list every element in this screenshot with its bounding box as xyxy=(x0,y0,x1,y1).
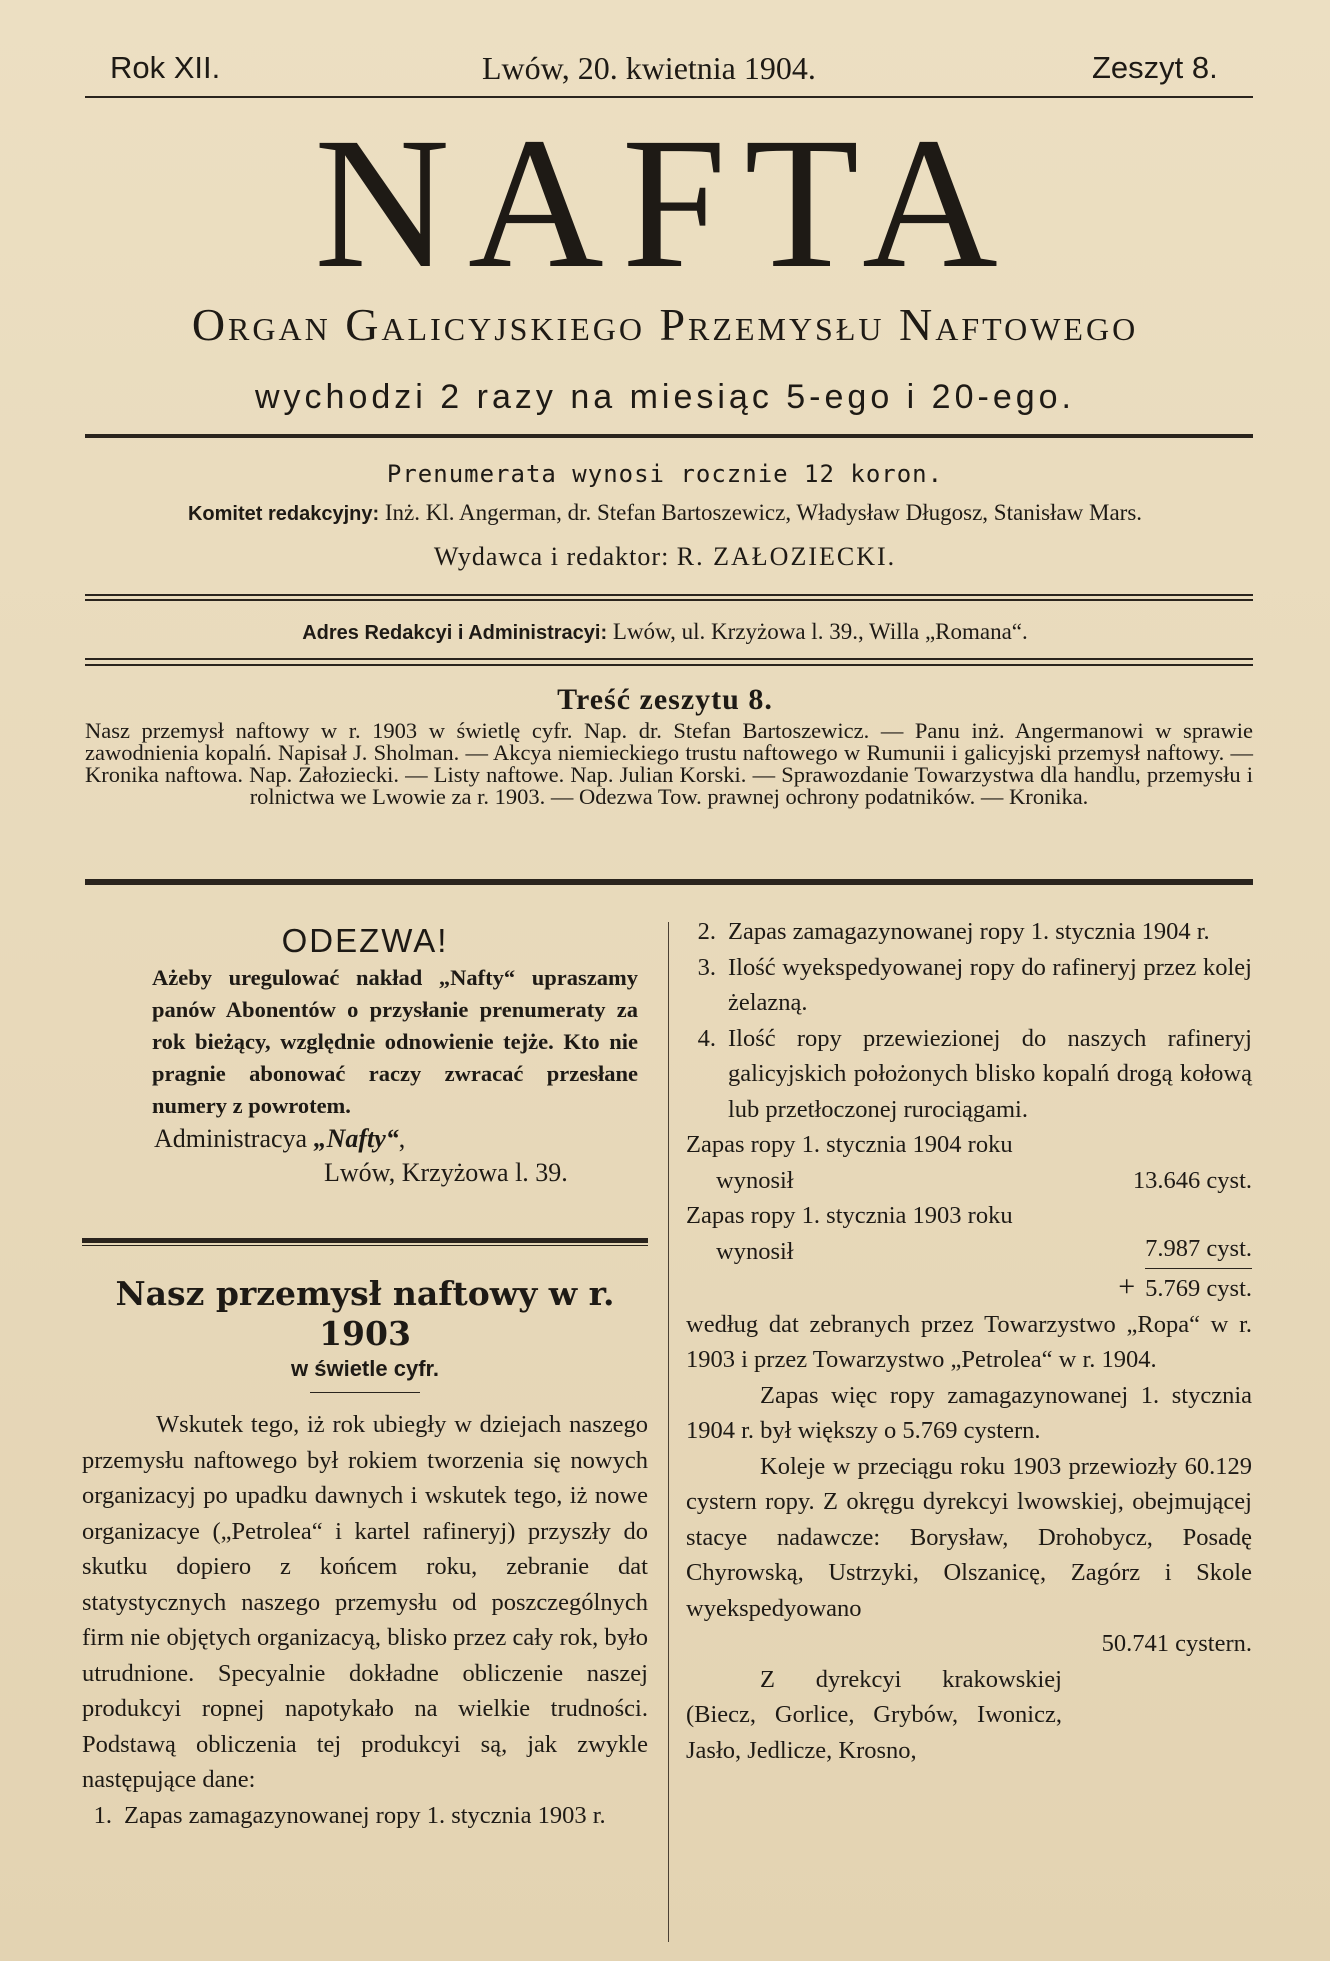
committee-label: Komitet redakcyjny: xyxy=(187,503,380,525)
newspaper-title: NAFTA xyxy=(314,98,1016,307)
stock-1903-label: Zapas ropy 1. stycznia 1903 roku xyxy=(686,1202,1013,1229)
publisher-label: Wydawca i redaktor: xyxy=(433,542,670,571)
list-item: 4. Ilość ropy przewiezionej do naszych rafineryj galicyjskich położonych blisko kopalń drogą kołową lub przetłoczonej rurociągami. xyxy=(697,1024,1252,1123)
issue-label: Zeszyt 8. xyxy=(1092,50,1218,85)
address-text: Lwów, ul. Krzyżowa l. 39., Willa „Romana“. xyxy=(612,619,1028,644)
rail-shipment-value: 50.741 cystern. xyxy=(1101,1630,1252,1657)
toc-text: Nasz przemysł naftowy w r. 1903 w świetlę cyfr. Nap. dr. Stefan Bartoszewicz. — Panu inż. Angermanowi w sprawie zawodnienia kopalń. Napisał J. Sholman. — Akcya niemieckiego trustu naftowego w Rumunii i galicyjski przemysł naftowy. — Kronika naftowa. Nap. Załoziecki. — Listy naftowe. Nap. Julian Korski. — Sprawozdanie Towarzystwa dla handlu, przemysłu i rolnictwa we Lwowie za r. 1903. — Odezwa Tow. prawnej ochrony podatników. — Kronika. xyxy=(85,718,1253,809)
right-column xyxy=(686,914,1252,1768)
appeal-rule xyxy=(82,1238,648,1246)
stock-1904-label: Zapas ropy 1. stycznia 1904 roku xyxy=(686,1131,1013,1158)
publisher-line xyxy=(0,542,1330,572)
newspaper-subtitle: Organ Galicyjskiego Przemysłu Naftowego xyxy=(191,299,1139,350)
volume-label: Rok XII. xyxy=(110,50,221,85)
left-column xyxy=(82,920,648,1833)
article-subtitle: w świetle cyfr. xyxy=(291,1356,439,1381)
appeal-heading: ODEZWA! xyxy=(281,922,449,959)
address-rule xyxy=(85,658,1253,666)
stock-1904-row: wynosił 13.646 cyst. xyxy=(686,1163,1252,1199)
article-title: Nasz przemysł naftowy w r. 1903 xyxy=(115,1274,615,1353)
committee-members: Inż. Kl. Angerman, dr. Stefan Bartoszewicz, Władysław Długosz, Stanisław Mars. xyxy=(384,500,1143,525)
appeal-address: Lwów, Krzyżowa l. 39. xyxy=(324,1158,568,1187)
article-paragraph-2: według dat zebranych przez Towarzystwo „Ropa“ w r. 1903 i przez Towarzystwo „Petrolea“ w r. 1904. xyxy=(686,1310,1252,1373)
stock-1903-value: 7.987 cyst. xyxy=(1145,1234,1252,1270)
masthead-rule xyxy=(85,434,1253,438)
toc-rule xyxy=(85,879,1253,885)
committee-line xyxy=(0,500,1330,526)
article-title-rule xyxy=(310,1392,420,1393)
list-item: 1. Zapas zamagazynowanej ropy 1. stycznia 1903 r. xyxy=(93,1801,606,1829)
stock-1903-row: wynosił 7.987 cyst. xyxy=(686,1234,1252,1270)
address-label: Adres Redakcyi i Administracyi: xyxy=(302,622,608,644)
subscription-info: Prenumerata wynosi rocznie 12 koron. xyxy=(386,460,944,488)
article-paragraph-3: Zapas więc ropy zamagazynowanej 1. stycznia 1904 r. był większy o 5.769 cystern. xyxy=(686,1381,1252,1444)
stock-difference: + 5.769 cyst. xyxy=(1118,1270,1252,1303)
appeal-sign-name: „Nafty“ xyxy=(313,1124,399,1153)
article-paragraph-4: Koleje w przeciągu roku 1903 przewiozły 60.129 cystern ropy. Z okręgu dyrekcyi lwowskiej, obejmującej stacye nadawcze: Borysław, Drohobycz, Posadę Chyrowską, Ustrzyki, Olszanicę, Zagórz i Skole wyekspedyowano xyxy=(686,1452,1252,1622)
article-paragraph-5: Z dyrekcyi krakowskiej (Biecz, Gorlice, Grybów, Iwonicz, Jasło, Jedlicze, Krosno, xyxy=(686,1665,1062,1764)
info-rule xyxy=(85,594,1253,601)
publisher-name: R. ZAŁOZIECKI. xyxy=(676,542,897,571)
list-item: 3. Ilość wyekspedyowanej ropy do rafineryj przez kolej żelazną. xyxy=(697,953,1252,1016)
column-divider xyxy=(668,922,669,1942)
toc-heading: Treść zeszytu 8. xyxy=(557,683,773,716)
place-date: Lwów, 20. kwietnia 1904. xyxy=(482,50,816,86)
publication-frequency: wychodzi 2 razy na miesiąc 5-ego i 20-ego. xyxy=(255,378,1075,416)
appeal-sign-suffix: , xyxy=(398,1124,406,1153)
appeal-body: Ażeby uregulować nakład „Nafty“ upraszamy panów Abonentów o przysłanie prenumeraty za rok bieżący, względnie odnowienie tejże. Kto nie pragnie abonować raczy zwracać przesłane numery z powrotem. xyxy=(152,965,638,1118)
list-item: 2. Zapas zamagazynowanej ropy 1. stycznia 1904 r. xyxy=(697,918,1210,945)
article-paragraph-1: Wskutek tego, iż rok ubiegły w dziejach naszego przemysłu naftowego był rokiem tworzenia się nowych organizacyj po upadku dawnych i wskutek tego, iż nowe organizacye („Petrolea“ i kartel rafineryj) przyszły do skutku dopiero z końcem roku, zebranie dat statystycznych naszego przemysłu od poszczególnych firm nie objętych organizacyą, blisko przez cały rok, było utrudnione. Specyalnie dokładne obliczenie naszej produkcyi ropnej napotykało na wielkie trudności. Podstawą obliczenia tej produkcyi są, jak zwykle następujące dane: xyxy=(82,1411,648,1793)
appeal-signature xyxy=(82,1122,648,1156)
stock-1904-value: 13.646 cyst. xyxy=(1132,1166,1252,1194)
address-line xyxy=(0,619,1330,645)
appeal-sign-prefix: Administracya xyxy=(154,1124,314,1153)
